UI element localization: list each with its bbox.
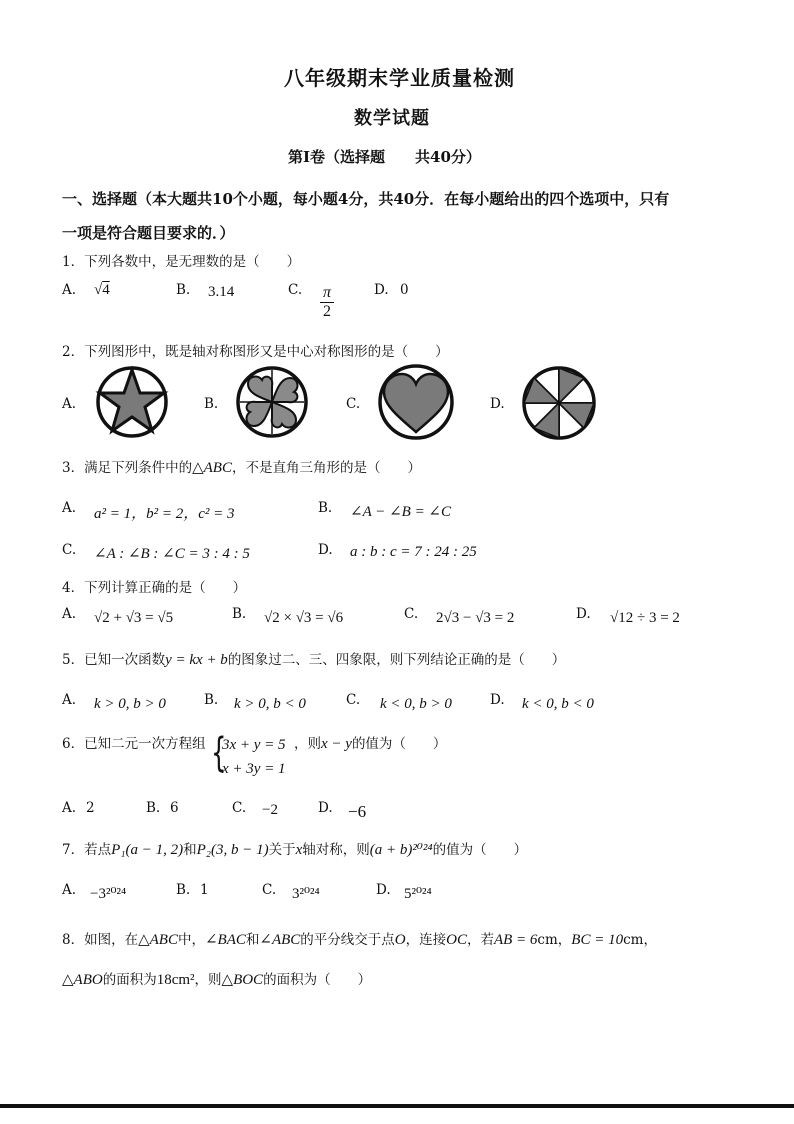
q3-label-c: C. <box>62 542 77 558</box>
q5-label-d: D. <box>490 692 505 708</box>
q6-stem-pre: 6．已知二元一次方程组 <box>62 736 206 752</box>
q4-option-a: √2 + √3 = √5 <box>94 610 174 626</box>
exam-title: 八年级期末学业质量检测 <box>284 66 515 90</box>
q3-option-c: ∠A : ∠B : ∠C = 3 : 4 : 5 <box>94 546 250 562</box>
q7-label-c: C. <box>262 882 277 898</box>
q7-axis: x <box>295 842 303 858</box>
q1-c-numerator: π <box>320 284 334 303</box>
q8-l1-e: 和 <box>245 932 260 948</box>
q2-label-c: C. <box>346 396 361 412</box>
exam-subtitle: 数学试题 <box>354 108 430 129</box>
q7-stem-post: 的值为（ ） <box>432 842 528 858</box>
q3-option-d: a : b : c = 7 : 24 : 25 <box>350 544 477 560</box>
q2-label-b: B. <box>204 396 219 412</box>
q5-option-d: k < 0, b < 0 <box>522 696 594 712</box>
q7-and: 和 <box>183 842 197 858</box>
q3-option-a: a² = 1，b² = 2，c² = 3 <box>94 506 235 522</box>
q8-triangle-abc: △ABC <box>138 932 178 948</box>
q5-label-c: C. <box>346 692 361 708</box>
q1-label-b: B. <box>176 282 191 298</box>
q8-l2-b: 的面积为 <box>102 972 157 988</box>
q3-label-b: B. <box>318 500 333 516</box>
clover-hearts-icon <box>234 364 310 440</box>
q2-stem: 2．下列图形中，既是轴对称图形又是中心对称图形的是（ ） <box>62 344 449 360</box>
q8-angle-bac: ∠BAC <box>204 932 246 948</box>
q3-label-d: D. <box>318 542 333 558</box>
q7-option-b: 1 <box>200 882 209 898</box>
q8-l2-d: ，则 <box>194 972 222 988</box>
q6-label-c: C. <box>232 800 247 816</box>
q8-l1-a: 8．如图，在 <box>62 932 139 948</box>
q6-label-b: B. <box>146 800 161 816</box>
q7-option-d: 5²⁰²⁴ <box>404 886 432 902</box>
q1-label-a: A. <box>62 282 77 298</box>
q1-label-d: D. <box>374 282 389 298</box>
q8-line1 <box>62 928 657 949</box>
q8-l1-k: ，若 <box>466 932 494 948</box>
q8-l1-o: cm， <box>623 932 657 948</box>
q4-label-c: C. <box>404 606 419 622</box>
q8-bc-length: BC = 10 <box>571 932 624 948</box>
q8-l2-f: 的面积为（ ） <box>263 972 372 988</box>
section-instruction-line2: 一项是符合题目要求的．） <box>62 224 235 242</box>
q8-segment-oc: OC <box>446 932 467 948</box>
q5-function: y = kx + b <box>165 652 228 668</box>
q3-stem-post: ，不是直角三角形的是（ ） <box>231 460 421 476</box>
q6-label-a: A. <box>62 800 77 816</box>
q3-stem <box>62 456 421 477</box>
page-bottom-border <box>0 1104 794 1108</box>
q6-option-b: 6 <box>170 800 179 816</box>
star-in-circle-icon <box>94 364 170 440</box>
q5-stem-pre: 5．已知一次函数 <box>62 652 166 668</box>
q8-l1-i: ，连接 <box>405 932 447 948</box>
q7-option-c: 3²⁰²⁴ <box>292 886 320 902</box>
q4-stem: 4．下列计算正确的是（ ） <box>62 580 247 596</box>
pinwheel-icon <box>520 364 598 442</box>
q8-triangle-boc: △BOC <box>221 972 264 988</box>
q5-stem-post: 的图象过二、三、四象限，则下列结论正确的是（ ） <box>227 652 566 668</box>
q6-stem-mid: ，则 <box>294 736 321 752</box>
q3-label-a: A. <box>62 500 77 516</box>
q1-option-b: 3.14 <box>208 284 235 300</box>
q7-stem-pre: 7．若点 <box>62 842 112 858</box>
q5-label-a: A. <box>62 692 77 708</box>
volume-heading: 第Ⅰ卷（选择题 共40分） <box>288 148 481 166</box>
q8-l1-c: 中， <box>177 932 205 948</box>
q7-stem-mid: 关于 <box>268 842 296 858</box>
q6-equation-2: x + 3y = 1 <box>222 761 286 777</box>
q4-option-b: √2 × √3 = √6 <box>264 610 344 626</box>
q5-stem <box>62 648 565 669</box>
q6-option-d: −6 <box>348 802 367 821</box>
q3-stem-pre: 3．满足下列条件中的 <box>62 460 193 476</box>
heart-in-circle-icon <box>376 362 456 442</box>
q4-label-d: D. <box>576 606 591 622</box>
q7-label-d: D. <box>376 882 391 898</box>
q3-triangle: △ABC <box>192 460 232 476</box>
q7-point-p1: P₁(a − 1, 2) <box>111 842 184 858</box>
q4-label-b: B. <box>232 606 247 622</box>
q6-option-a: 2 <box>86 800 95 816</box>
q1-a-radicand: 4 <box>102 282 110 298</box>
q5-label-b: B. <box>204 692 219 708</box>
q7-expression: (a + b)²⁰²⁴ <box>369 842 433 858</box>
q1-stem: 1．下列各数中，是无理数的是（ ） <box>62 254 301 270</box>
q1-option-d: 0 <box>400 282 409 298</box>
q8-line2 <box>62 968 371 989</box>
q4-option-d: √12 ÷ 3 = 2 <box>610 610 680 626</box>
q7-label-a: A. <box>62 882 77 898</box>
q6-expression: x − y <box>321 736 352 752</box>
q5-option-b: k > 0, b < 0 <box>234 696 306 712</box>
q1-option-c-fraction <box>320 284 334 321</box>
q7-stem-mid2: 轴对称，则 <box>302 842 370 858</box>
q8-ab-length: AB = 6 <box>493 932 538 948</box>
q8-l1-m: cm， <box>537 932 572 948</box>
q2-label-a: A. <box>62 396 77 412</box>
q3-option-b: ∠A − ∠B = ∠C <box>350 504 452 520</box>
q2-label-d: D. <box>490 396 505 412</box>
q7-label-b: B. <box>176 882 191 898</box>
q1-option-a: √4 <box>94 282 110 298</box>
q4-label-a: A. <box>62 606 77 622</box>
q6-stem-tail <box>294 732 446 753</box>
q8-angle-abc: ∠ABC <box>259 932 301 948</box>
q6-label-d: D. <box>318 800 333 816</box>
q8-l1-g: 的平分线交于点 <box>300 932 395 948</box>
q6-stem-post: 的值为（ ） <box>351 736 447 752</box>
q4-option-c: 2√3 − √3 = 2 <box>436 610 515 626</box>
q6-option-c: −2 <box>262 802 278 818</box>
q6-system-brace: { <box>211 730 227 776</box>
q7-option-a: −3²⁰²⁴ <box>90 886 127 902</box>
q8-point-o: O <box>394 932 406 948</box>
q6-equation-1: 3x + y = 5 <box>222 737 286 753</box>
q8-triangle-abo: △ABO <box>62 972 103 988</box>
q1-label-c: C. <box>288 282 303 298</box>
section-instruction-line1: 一、选择题（本大题共10个小题，每小题4分，共40分．在每小题给出的四个选项中，只有 <box>62 190 670 208</box>
q1-c-denominator: 2 <box>323 303 331 320</box>
q8-area-value: 18cm² <box>156 972 195 988</box>
q7-point-p2: P₂(3, b − 1) <box>196 842 269 858</box>
q7-stem <box>62 838 527 859</box>
q5-option-a: k > 0, b > 0 <box>94 696 166 712</box>
q5-option-c: k < 0, b > 0 <box>380 696 452 712</box>
